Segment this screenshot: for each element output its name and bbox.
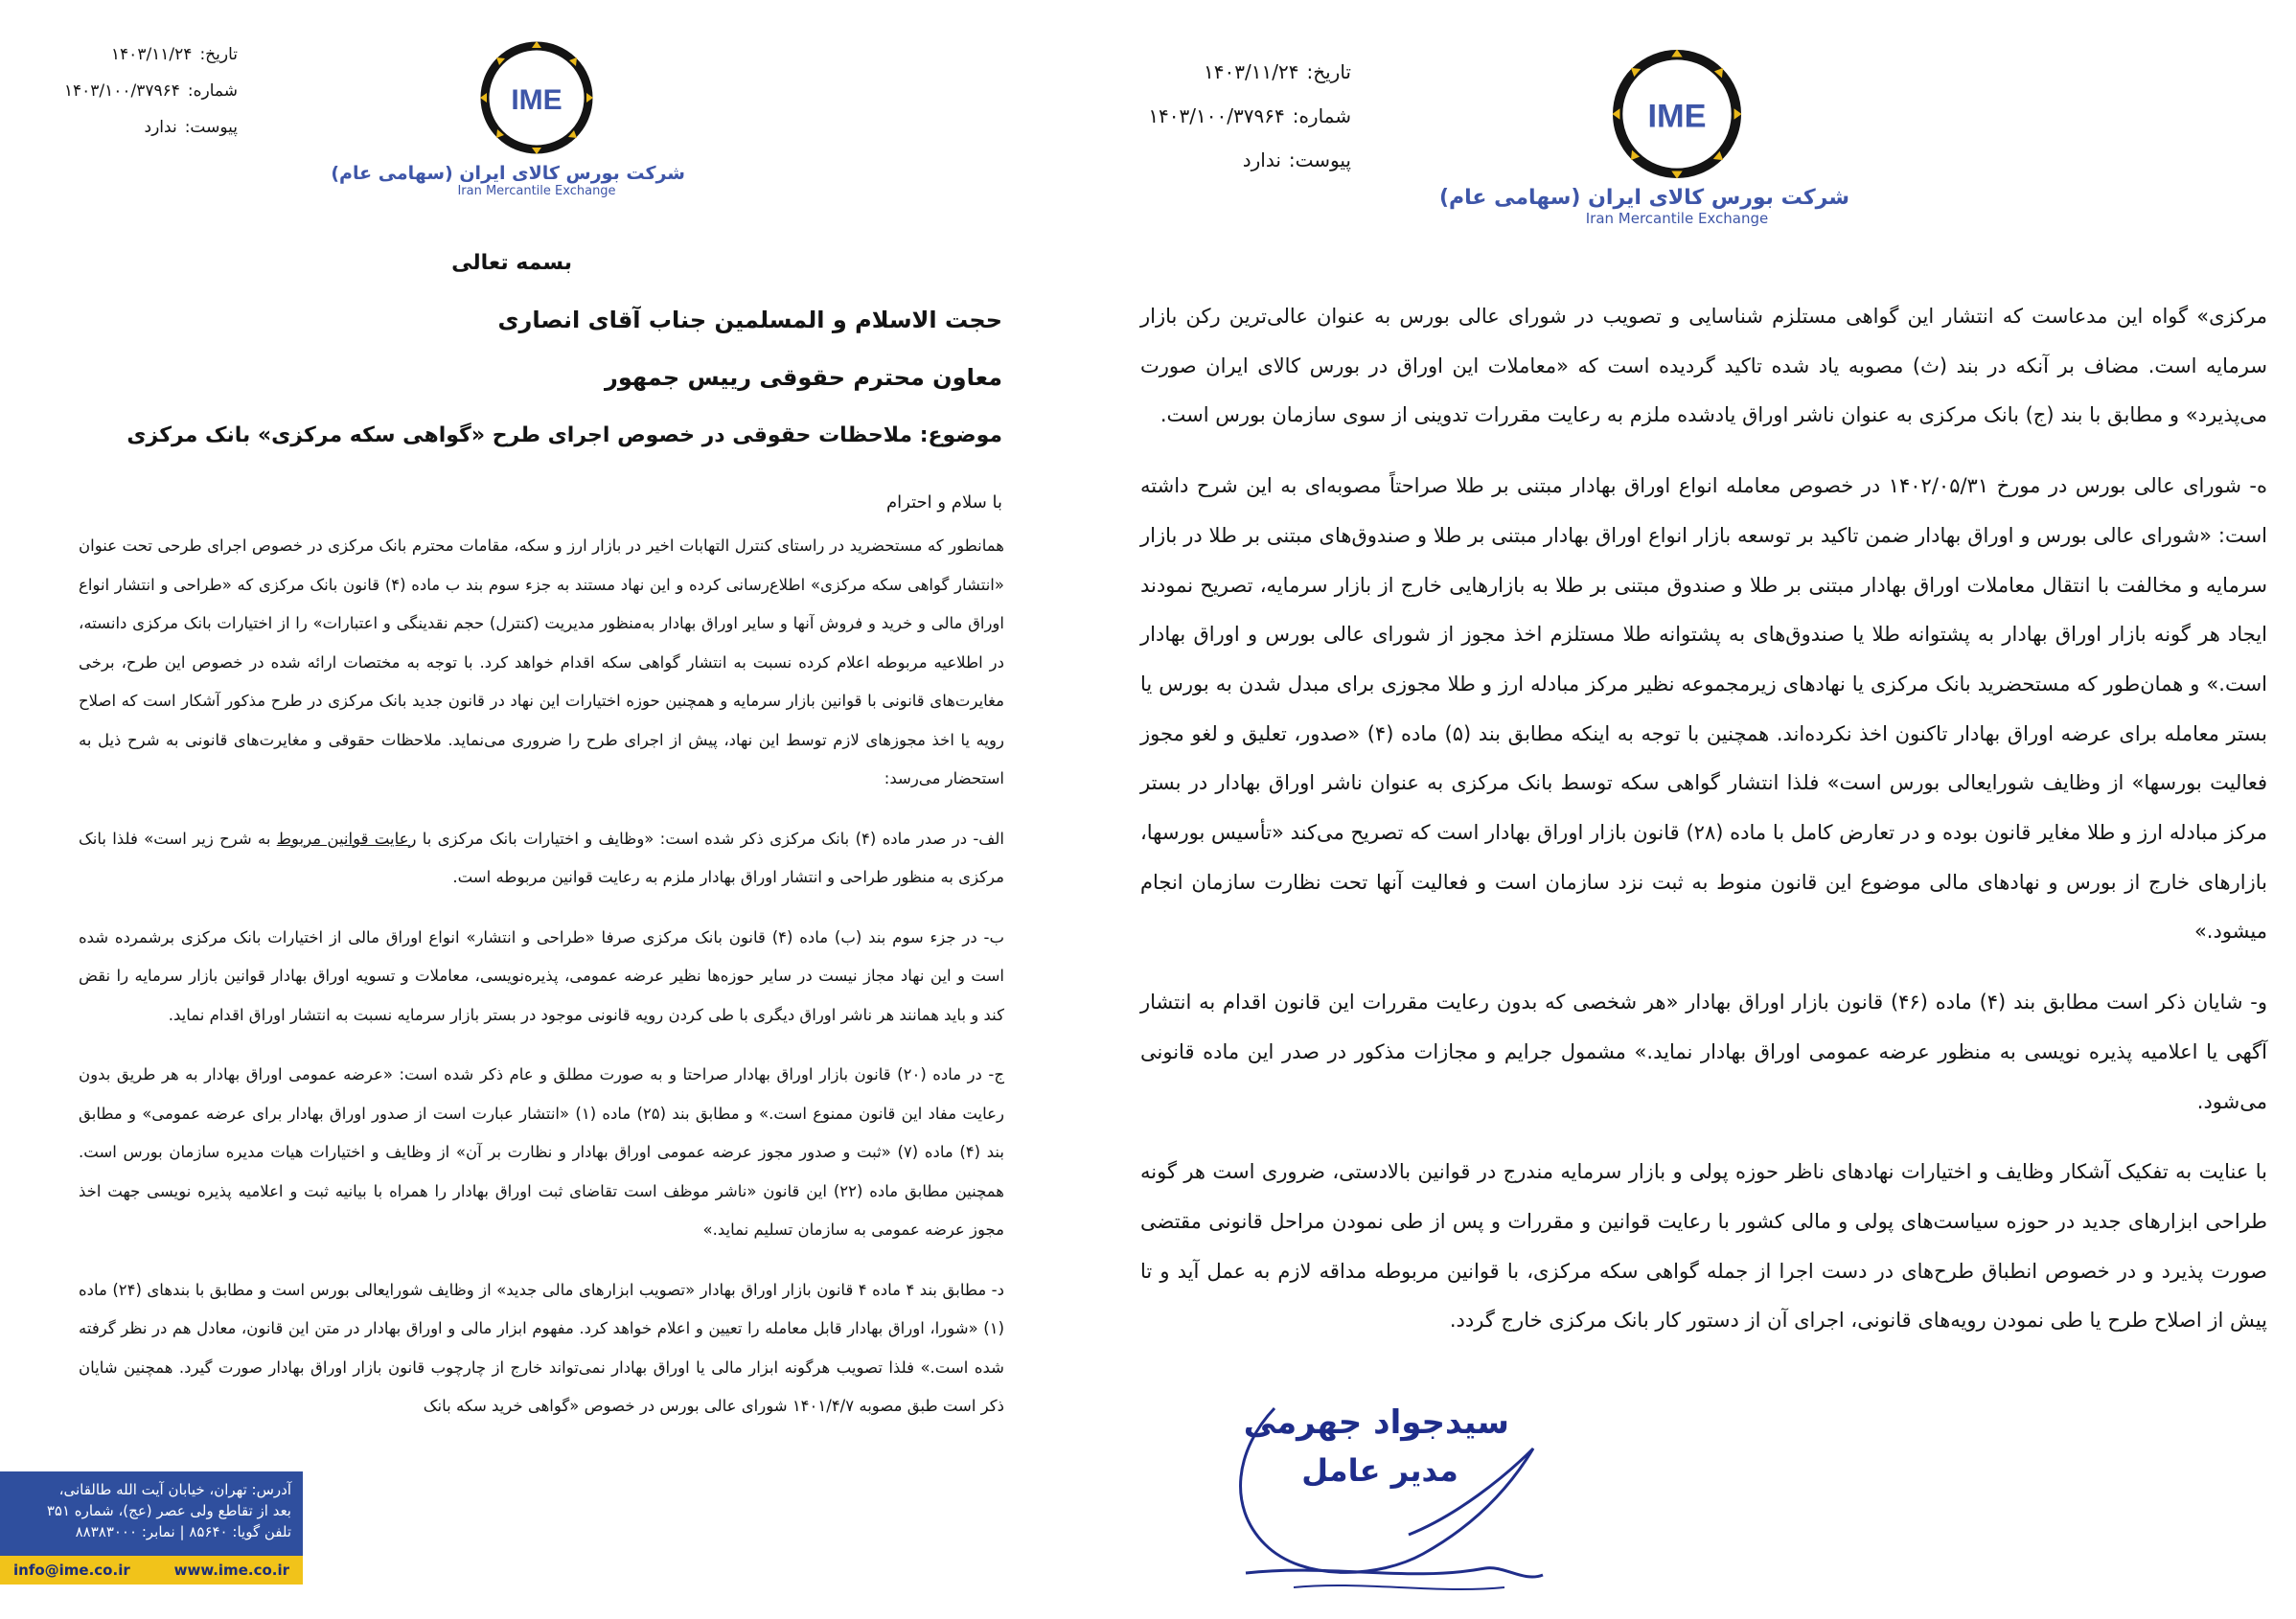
date-label: تاریخ: (199, 45, 238, 64)
clause-alef (79, 820, 1004, 898)
clause-be: ب- در جزء سوم بند (ب) ماده (۴) قانون بانک مرکزی صرفا «طراحی و انتشار» انواع اوراق مالی از اختیارات بانک مرکزی برشمرده شده است و این نهاد مجاز نیست در سایر حوزه‌ها نظیر عرضه عمومی، پذیره‌نویسی، معاملات و تسویه اوراق بهادار قوانین بازار سرمایه را نقض کند و باید همانند هر ناشر اوراق دیگری با طی کردن رویه قانونی موجود در بستر بازار سرمایه نسبت به انتشار اوراق اقدام نماید. (79, 927, 1004, 1024)
date-value: ۱۴۰۳/۱۱/۲۴ (1204, 60, 1299, 83)
conclusion-paragraph: با عنایت به تفکیک آشکار وظایف و اختیارات نهادهای ناظر حوزه پولی و بازار سرمایه مندرج در قوانین بالادستی، ضروری است هر گونه طراحی ابزارهای جدید در حوزه سیاست‌های پولی و مالی کشور با رعایت قوانین و مقررات و پس از طی نمودن مراحل قانونی مقتضی صورت پذیرد و در خصوص انطباق طرح‌های در دست اجرا از جمله گواهی سکه مرکزی، با قوانین مربوطه مداقه لازم به عمل آید و تا پیش از اصلاح طرح یا طی نمودن رویه‌های قانونی، اجرای آن از دستور کار بانک مرکزی خارج گردد. (1140, 1160, 2267, 1333)
number-label: شماره: (1292, 104, 1351, 127)
clause-he: ه- شورای عالی بورس در مورخ ۱۴۰۲/۰۵/۳۱ در خصوص معامله انواع اوراق بهادار مبتنی بر طلا صراحتاً مصوبه‌ای به این شرح داشته است: «شورای عالی بورس و اوراق بهادار ضمن تاکید بر توسعه بازار انواع اوراق بهادار مبتنی بر طلا و صندوق‌های مبتنی بر طلا در بازار سرمایه و مخالفت با انتقال معاملات اوراق بهادار مبتنی بر طلا و صندوق مبتنی بر طلا به بازارهایی خارج از بازار سرمایه، تصریح نمودند ایجاد هر گونه بازار اوراق بهادار به پشتوانه طلا یا صندوق‌های به پشتوانه طلا مستلزم اخذ مجوز از شورای عالی بورس و اوراق بهادار است.» و همان‌طور که مستحضرید بانک مرکزی یا نهادهای زیرمجموعه نظیر مرکز مبادله ارز و طلا مجوزی برای مبدل شدن به بورس یا بستر معامله برای عرضه اوراق بهادار تاکنون اخذ نکرده‌اند. همچنین با توجه به اینکه مطابق بند (۵) ماده (۴) «صدور، تعلیق و لغو مجوز فعالیت بورسها» از وظایف شورایعالی بورس است» فلذا انتشار گواهی سکه توسط بانک مرکزی به عنوان ناشر اوراق بهادار در بستر مرکز مبادله ارز و طلا مغایر قانون بوده و در تعارض کامل با ماده (۲۸) قانون بازار اوراق بهادار است که تصریح می‌کند «تأسیس بورسها، بازارهای خارج از بورس و نهادهای مالی موضوع این قانون منوط به ثبت نزد سازمان است و فعالیت آنها تحت نظارت سازمان انجام میشود.» (1140, 474, 2268, 944)
attachment-label: پیوست: (184, 118, 238, 137)
clause-vav: و- شایان ذکر است مطابق بند (۴) ماده (۴۶) قانون بازار اوراق بهادار «هر شخصی که بدون رعایت مقررات این قانون اقدام به انتشار آگهی یا اعلامیه پذیره نویسی به منظور عرضه عمومی اوراق بهادار نماید.» مشمول جرایم و مجازات مذکور در صدر این ماده قانونی می‌شود. (1140, 991, 2268, 1113)
recipient-name: حجت الاسلام و المسلمین جناب آقای انصاری (497, 307, 1002, 333)
letter-page-2 (1102, 0, 2296, 1619)
letter-meta-block-2 (1121, 50, 1351, 182)
attachment-row (1121, 138, 1351, 182)
clause-dal: د- مطابق بند ۴ ماده ۴ قانون بازار اوراق بهادار «تصویب ابزارهای مالی جدید» از وظایف شورایعالی بورس است و مطابق با بندهای (۲۴) ماده (۱) «شورا، اوراق بهادار قابل معامله را تعیین و اعلام خواهد کرد. مفهوم ابزار مالی و اوراق بهادار در متن این قانون، معادل هم در نظر گرفته شده است.» فلذا تصویب هرگونه ابزار مالی یا اوراق بهادار نمی‌تواند خارج از چارچوب قانون بازار اوراق بهادار صورت گیرد. همچنین شایان ذکر است طبق مصوبه ۱۴۰۱/۴/۷ شورای عالی بورس در خصوص «گواهی خرید سکه بانک (79, 1280, 1004, 1415)
company-name-en: Iran Mercantile Exchange (1585, 210, 1769, 227)
number-label: شماره: (187, 81, 238, 101)
letter-meta-block (46, 36, 238, 146)
address-line-2: بعد از تقاطع ولی عصر (عج)، شماره ۳۵۱ (46, 1502, 291, 1519)
date-value: ۱۴۰۳/۱۱/۲۴ (110, 45, 193, 64)
date-row (1121, 50, 1351, 94)
clause-alef-underlined: رعایت قوانین مربوط (276, 829, 417, 848)
signature-name: سیدجواد جهرمی (1243, 1403, 1509, 1442)
subject-line: موضوع: ملاحظات حقوقی در خصوص اجرای طرح «گواهی سکه مرکزی» بانک مرکزی (126, 423, 1002, 447)
logo-text: IME (1647, 98, 1707, 135)
clause-jim: ج- در ماده (۲۰) قانون بازار اوراق بهادار صراحتا و به صورت مطلق و عام ذکر شده است: «عرضه عمومی اوراق بهادار به هر طریق بدون رعایت مفاد این قانون ممنوع است.» و مطابق بند (۲۵) ماده (۱) «انتشار عبارت است از صدور اوراق بهادار برای عرضه عمومی» و مطابق بند (۴) ماده (۷) «ثبت و صدور مجوز عرضه عمومی اوراق بهادار و نظارت بر آن» از وظایف و اختیارات هیات مدیره سازمان بورس است. همچنین مطابق ماده (۲۲) این قانون «ناشر موظف است تقاضای ثبت اوراق بهادار را همراه با بیانیه ثبت و اعلامیه پذیره نویسی جهت اخذ مجوز عرضه عمومی به سازمان تسلیم نماید.» (79, 1065, 1004, 1239)
number-value: ۱۴۰۳/۱۰۰/۳۷۹۶۴ (63, 81, 180, 101)
continued-paragraph: مرکزی» گواه این مدعاست که انتشار این گواهی مستلزم شناسایی و تصویب در شورای عالی بورس به عنوان عالی‌ترین رکن بازار سرمایه است. مضاف بر آنکه در بند (ث) مصوبه یاد شده تاکید گردیده است که «معاملات این اوراق در بورس کالای ایران صورت می‌پذیرد» و مطابق با بند (ج) بانک مرکزی به عنوان ناشر اوراق یادشده ملزم به رعایت مقررات تدوینی از سوی سازمان بورس است. (1140, 305, 2267, 427)
footer-contact-bar (0, 1556, 303, 1585)
logo-text: IME (511, 84, 563, 116)
number-row (1121, 94, 1351, 138)
attachment-value: ندارد (1242, 148, 1281, 171)
letter-page-1 (0, 0, 1102, 1619)
attachment-value: ندارد (144, 118, 177, 137)
intro-paragraph: همانطور که مستحضرید در راستای کنترل التهابات اخیر در بازار ارز و سکه، مقامات محترم بانک مرکزی در خصوص اجرای طرحی تحت عنوان «انتشار گواهی سکه مرکزی» اطلاع‌رسانی کرده و این نهاد مستند به جزء سوم بند ب ماده (۴) قانون بانک مرکزی که «طراحی و انتشار انواع اوراق مالی و خرید و فروش آنها و سایر اوراق بهادار به‌منظور مدیریت (کنترل) حجم نقدینگی و اعتبارات» را از اختیارات بانک مرکزی دانسته، در اطلاعیه مربوطه اعلام کرده نسبت به انتشار گواهی سکه اقدام خواهد کرد. با توجه به مختصات ارائه شده در خصوص این طرح، برخی مغایرت‌های قانونی با قوانین بازار سرمایه و همچنین حوزه اختیارات این نهاد در قانون جدید بانک مرکزی در طرح مذکور آشکار است که اصلاح رویه یا اخذ مجوزهای لازم توسط این نهاد، پیش از اجرای طرح را ضروری می‌نماید. ملاحظات حقوقی و مغایرت‌های قانونی به شرح ذیل به استحضار می‌رسد: (79, 536, 1004, 787)
company-name-fa: شرکت بورس کالای ایران (سهامی عام) (1438, 186, 1849, 210)
signature-title: مدیر عامل (1301, 1452, 1458, 1489)
page2-body (1140, 292, 2267, 1346)
number-row (46, 73, 238, 109)
ime-logo-icon (477, 38, 596, 157)
bismillah-heading: بسمه تعالی (451, 251, 572, 275)
website-link[interactable]: www.ime.co.ir (173, 1562, 289, 1579)
clause-alef-text: الف- در صدر ماده (۴) بانک مرکزی ذکر شده است: «وظایف و اختیارات بانک مرکزی با (416, 829, 1004, 848)
greeting: با سلام و احترام (886, 492, 1002, 513)
email-link[interactable]: info@ime.co.ir (13, 1562, 130, 1579)
company-logo-block-2 (1438, 46, 1849, 227)
clause-alef-text-end: به شرح زیر است» فلذا بانک مرکزی به منظور طراحی و انتشار اوراق بهادار ملزم به رعایت قوانین مربوطه است. (79, 829, 1004, 886)
company-logo-block (331, 38, 685, 198)
ime-logo-icon (1609, 46, 1745, 182)
date-row (46, 36, 238, 73)
phone-line: تلفن گویا: ۸۵۶۴۰ | نمابر: ۸۸۳۸۳۰۰۰ (75, 1523, 291, 1540)
page1-body (79, 527, 1004, 1426)
date-label: تاریخ: (1306, 60, 1351, 83)
address-line-1: آدرس: تهران، خیابان آیت الله طالقانی، (58, 1481, 291, 1498)
number-value: ۱۴۰۳/۱۰۰/۳۷۹۶۴ (1148, 104, 1285, 127)
attachment-label: پیوست: (1288, 148, 1351, 171)
attachment-row (46, 109, 238, 146)
company-name-fa: شرکت بورس کالای ایران (سهامی عام) (331, 163, 685, 184)
recipient-title: معاون محترم حقوقی رییس جمهور (605, 364, 1002, 391)
company-name-en: Iran Mercantile Exchange (457, 184, 616, 198)
